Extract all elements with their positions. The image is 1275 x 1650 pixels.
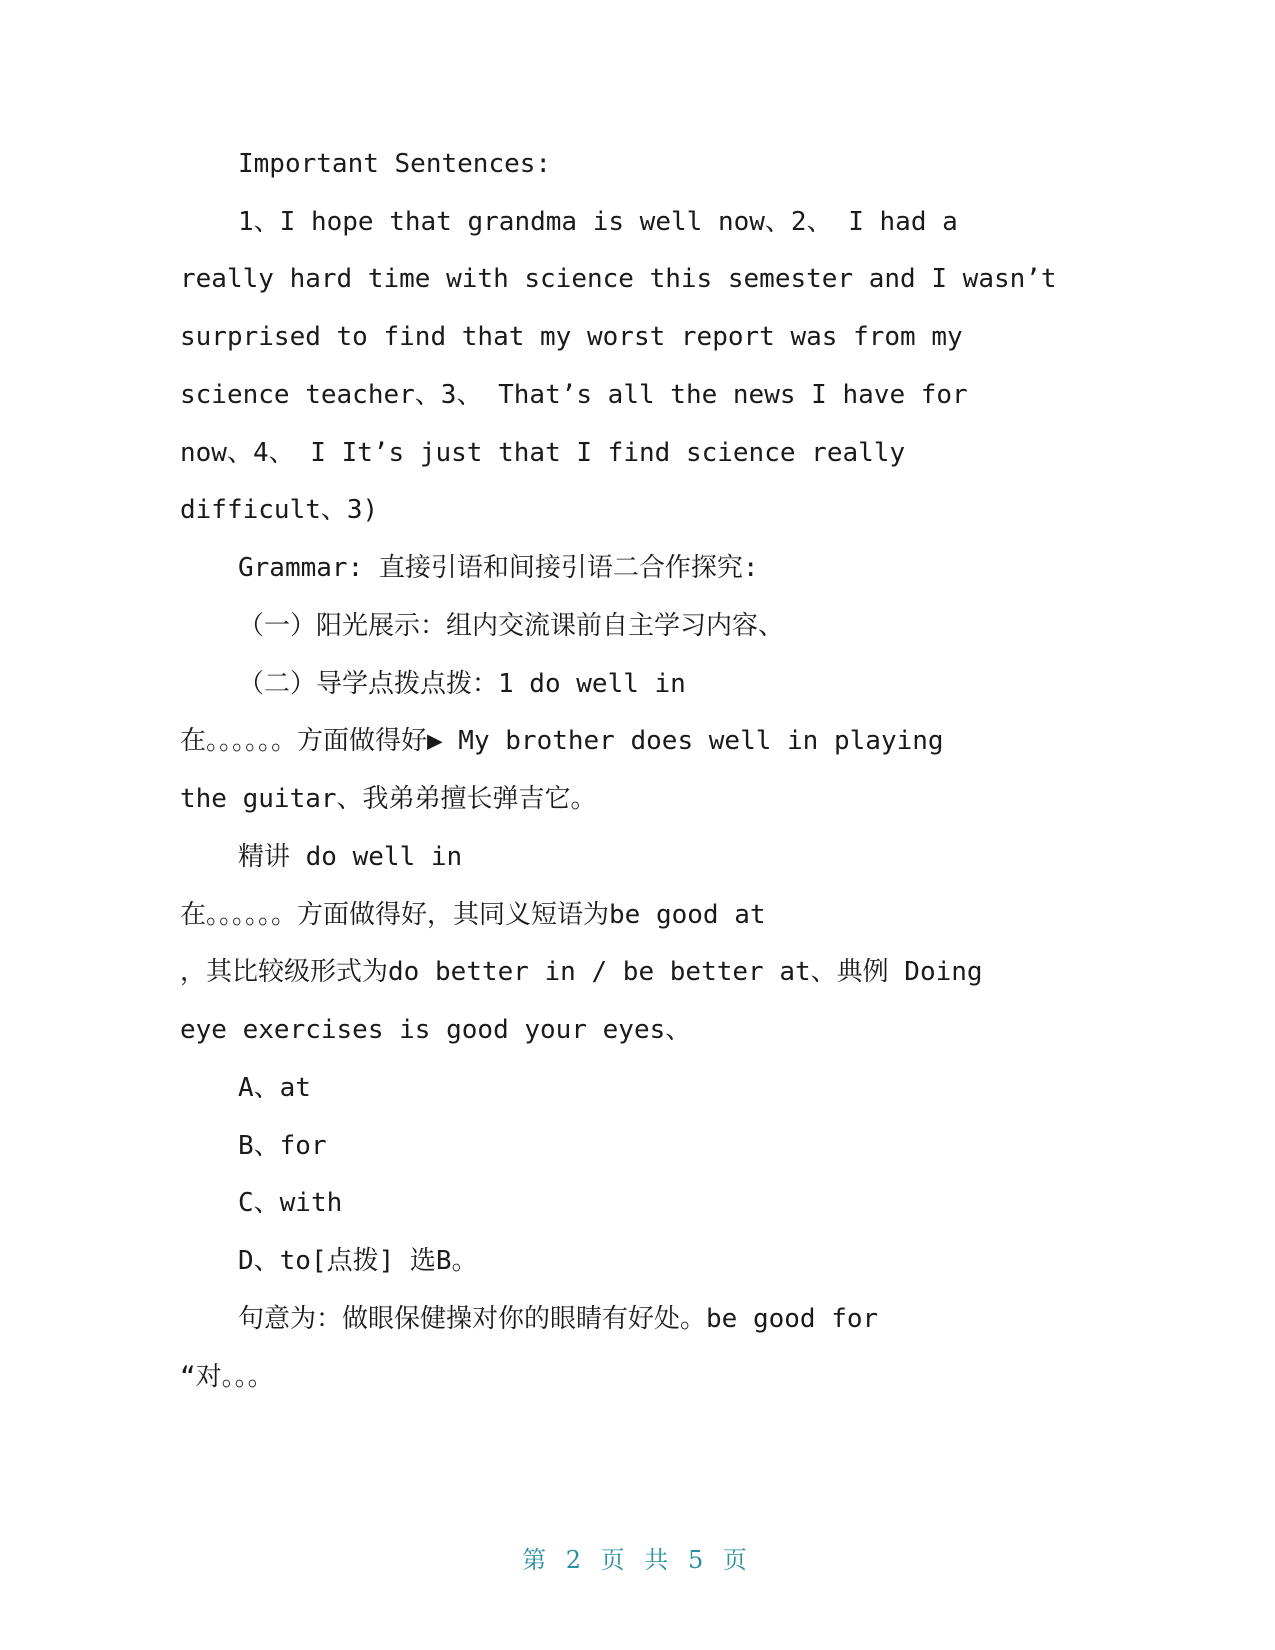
paragraph-line: 在。。。。。。方面做得好，其同义短语为be good at <box>180 900 766 930</box>
paragraph-line: ，其比较级形式为do better in / be better at、典例 Doing <box>180 957 983 987</box>
option-d: D、to[点拨] 选B。 <box>238 1246 478 1276</box>
section-one-line: （一）阳光展示：组内交流课前自主学习内容、 <box>238 611 785 641</box>
paragraph-line: difficult、3) <box>180 495 379 525</box>
paragraph-line: 1、I hope that grandma is well now、2、 I had a <box>238 207 958 237</box>
paragraph-line: science teacher、3、 That’s all the news I have for <box>180 380 968 410</box>
jingjiang-line: 精讲 do well in <box>238 842 463 872</box>
paragraph-line: eye exercises is good your eyes、 <box>180 1015 692 1045</box>
page-footer: 第 2 页 共 5 页 <box>522 1546 753 1574</box>
paragraph-line: 在。。。。。。方面做得好▶ My brother does well in playing <box>180 726 944 756</box>
paragraph-line: surprised to find that my worst report was from my <box>180 322 963 352</box>
paragraph-line: now、4、 I It’s just that I find science really <box>180 438 906 468</box>
section-two-line: （二）导学点拨点拨：1 do well in <box>238 669 686 699</box>
grammar-heading: Grammar: 直接引语和间接引语二合作探究: <box>238 553 759 583</box>
explanation-line: 句意为：做眼保健操对你的眼睛有好处。be good for <box>238 1304 879 1334</box>
paragraph-line: really hard time with science this semester and I wasn’t <box>180 264 1057 294</box>
option-a: A、at <box>238 1073 311 1103</box>
option-b: B、for <box>238 1131 327 1161</box>
paragraph-line: “对。。。 <box>180 1362 274 1392</box>
paragraph-line: the guitar、我弟弟擅长弹吉它。 <box>180 784 597 814</box>
heading-important-sentences: Important Sentences: <box>238 149 552 179</box>
option-c: C、with <box>238 1188 343 1218</box>
